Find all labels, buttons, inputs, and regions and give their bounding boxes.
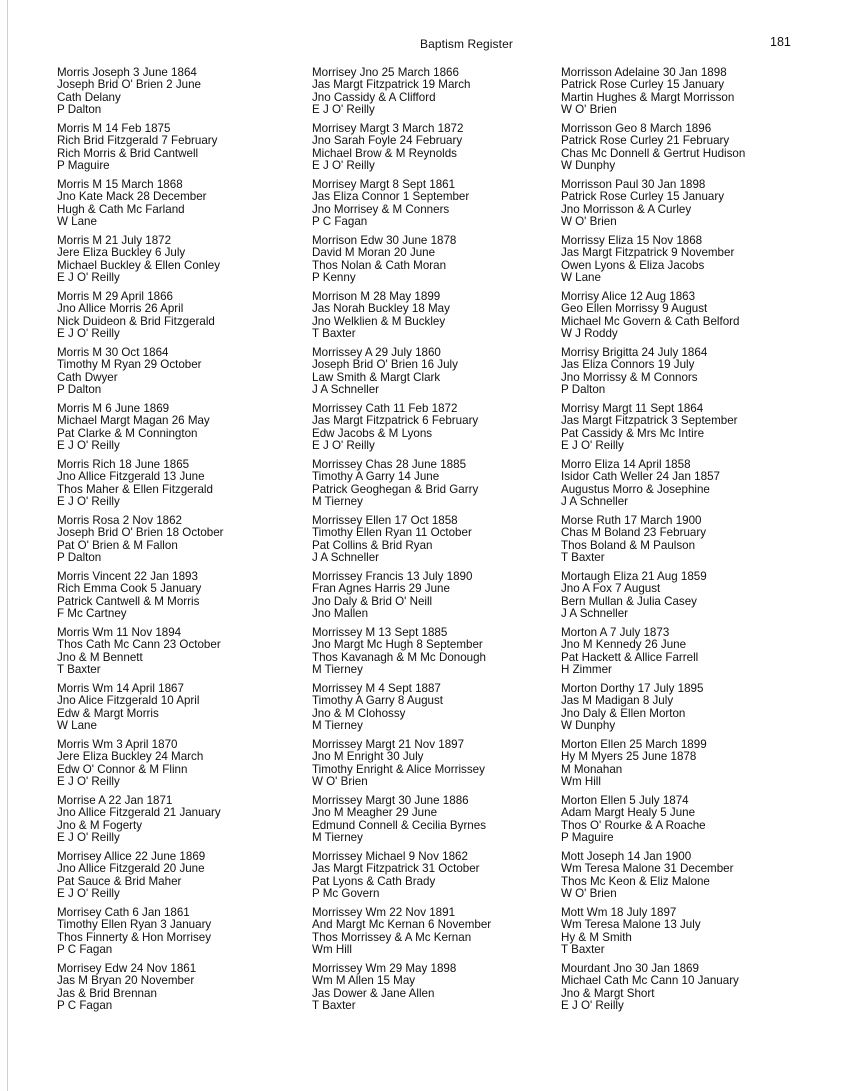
register-entry <box>561 459 806 515</box>
entry-child-name-date: Morris M 21 July 1872 <box>57 235 172 247</box>
entry-officiant: W Lane <box>561 271 601 284</box>
entry-parents-birth: Jno M Kennedy 26 June <box>561 639 687 652</box>
register-entry <box>57 235 302 291</box>
register-entry <box>57 795 302 851</box>
register-entry <box>561 851 806 907</box>
entry-sponsors: Thos Kavanagh & M Mc Donough <box>312 651 487 664</box>
entry-child-name-date: Morrison Edw 30 June 1878 <box>312 235 457 247</box>
entry-child-name-date: Morris Wm 14 April 1867 <box>57 683 184 695</box>
entry-parents-birth: Jere Eliza Buckley 6 July <box>57 247 186 260</box>
entry-parents-birth: Jno Allice Fitzgerald 21 January <box>57 807 221 820</box>
entry-child-name-date: Morrise A 22 Jan 1871 <box>57 795 173 807</box>
entry-sponsors: Patrick Geoghegan & Brid Garry <box>312 483 479 496</box>
entry-officiant: E J O' Reilly <box>561 999 624 1012</box>
entry-child-name-date: Morse Ruth 17 March 1900 <box>561 515 702 527</box>
entry-parents-birth: Wm M Allen 15 May <box>312 975 416 988</box>
entry-officiant: E J O' Reilly <box>57 439 120 452</box>
entry-child-name-date: Morrisson Geo 8 March 1896 <box>561 123 712 135</box>
entry-parents-birth: Jno Alice Fitzgerald 10 April <box>57 695 200 708</box>
register-entry <box>57 515 302 571</box>
entry-officiant: W O' Brien <box>561 103 617 116</box>
entry-child-name-date: Morrissey Margt 21 Nov 1897 <box>312 739 465 751</box>
entry-parents-birth: Jas Margt Fitzpatrick 31 October <box>312 863 480 876</box>
entry-child-name-date: Morrissey Wm 29 May 1898 <box>312 963 457 975</box>
register-entry <box>561 235 806 291</box>
entry-sponsors: Jno Daly & Brid O' Neill <box>312 595 433 608</box>
entry-sponsors: Cath Dwyer <box>57 371 118 384</box>
entry-parents-birth: Rich Brid Fitzgerald 7 February <box>57 135 218 148</box>
entry-sponsors: Rich Morris & Brid Cantwell <box>57 147 199 160</box>
entry-child-name-date: Morrissey Michael 9 Nov 1862 <box>312 851 468 863</box>
register-entry <box>57 403 302 459</box>
entry-sponsors: Law Smith & Margt Clark <box>312 371 441 384</box>
entry-child-name-date: Morrisson Paul 30 Jan 1898 <box>561 179 706 191</box>
entry-child-name-date: Morris Joseph 3 June 1864 <box>57 67 197 79</box>
entry-sponsors: Michael Buckley & Ellen Conley <box>57 259 221 272</box>
entry-sponsors: Hugh & Cath Mc Farland <box>57 203 185 216</box>
entry-sponsors: Pat Collins & Brid Ryan <box>312 539 433 552</box>
entry-officiant: Wm Hill <box>312 943 352 956</box>
register-entry <box>561 907 806 963</box>
register-entry <box>57 851 302 907</box>
entry-sponsors: Edw O' Connor & M Flinn <box>57 763 188 776</box>
entry-parents-birth: Jas Margt Fitzpatrick 6 February <box>312 415 479 428</box>
entry-sponsors: Martin Hughes & Margt Morrisson <box>561 91 735 104</box>
entry-parents-birth: Jno Sarah Foyle 24 February <box>312 135 463 148</box>
entry-child-name-date: Morrisy Margt 11 Sept 1864 <box>561 403 704 415</box>
register-entry <box>312 963 557 1019</box>
entry-parents-birth: Wm Teresa Malone 31 December <box>561 863 734 876</box>
entry-child-name-date: Morrissey M 13 Sept 1885 <box>312 627 448 639</box>
entry-child-name-date: Morris Rosa 2 Nov 1862 <box>57 515 183 527</box>
entry-officiant: E J O' Reilly <box>57 271 120 284</box>
entry-child-name-date: Mott Wm 18 July 1897 <box>561 907 677 919</box>
entry-child-name-date: Morris Wm 11 Nov 1894 <box>57 627 182 639</box>
entry-parents-birth: Fran Agnes Harris 29 June <box>312 583 450 596</box>
entry-sponsors: Thos Mc Keon & Eliz Malone <box>561 875 710 888</box>
entry-sponsors: Jno & Margt Short <box>561 987 655 1000</box>
register-entry <box>561 403 806 459</box>
entry-sponsors: Michael Brow & M Reynolds <box>312 147 457 160</box>
register-entry <box>312 851 557 907</box>
entry-parents-birth: Jno M Meagher 29 June <box>312 807 438 820</box>
entry-parents-birth: Jas Eliza Connor 1 September <box>312 191 470 204</box>
entry-child-name-date: Morris M 30 Oct 1864 <box>57 347 169 359</box>
entry-officiant: P C Fagan <box>57 999 113 1012</box>
entry-sponsors: Cath Delany <box>57 91 121 104</box>
register-entry <box>312 907 557 963</box>
entry-child-name-date: Morris M 29 April 1866 <box>57 291 173 303</box>
entry-parents-birth: Jas Margt Fitzpatrick 3 September <box>561 415 738 428</box>
entry-sponsors: Thos Boland & M Paulson <box>561 539 696 552</box>
entry-sponsors: Owen Lyons & Eliza Jacobs <box>561 259 705 272</box>
entry-parents-birth: Timothy Ellen Ryan 3 January <box>57 919 212 932</box>
register-entry <box>312 571 557 627</box>
entry-sponsors: Augustus Morro & Josephine <box>561 483 710 496</box>
entry-sponsors: Pat Lyons & Cath Brady <box>312 875 436 888</box>
entry-parents-birth: Timothy A Garry 8 August <box>312 695 444 708</box>
entry-officiant: E J O' Reilly <box>312 103 375 116</box>
entry-parents-birth: Jas Eliza Connors 19 July <box>561 359 695 372</box>
register-entry <box>312 795 557 851</box>
entry-sponsors: Jno Cassidy & A Clifford <box>312 91 436 104</box>
register-entry <box>312 67 557 123</box>
entry-child-name-date: Morrisey Margt 3 March 1872 <box>312 123 464 135</box>
entry-child-name-date: Morrisy Brigitta 24 July 1864 <box>561 347 708 359</box>
entry-parents-birth: Timothy A Garry 14 June <box>312 471 440 484</box>
page-header <box>0 37 849 53</box>
entry-officiant: H Zimmer <box>561 663 612 676</box>
entry-sponsors: Timothy Enright & Alice Morrissey <box>312 763 485 776</box>
entry-officiant: J A Schneller <box>312 383 380 396</box>
register-entry <box>57 123 302 179</box>
entry-officiant: W O' Brien <box>561 215 617 228</box>
entry-officiant: F Mc Cartney <box>57 607 127 620</box>
entry-child-name-date: Morris M 15 March 1868 <box>57 179 183 191</box>
entry-sponsors: Jno Morrisey & M Conners <box>312 203 450 216</box>
register-entry <box>57 459 302 515</box>
register-entry <box>57 67 302 123</box>
entry-parents-birth: Jno Allice Fitzgerald 13 June <box>57 471 205 484</box>
entry-parents-birth: Michael Margt Magan 26 May <box>57 415 210 428</box>
entry-officiant: M Tierney <box>312 719 363 732</box>
entry-child-name-date: Morrisey Allice 22 June 1869 <box>57 851 206 863</box>
entry-officiant: W Dunphy <box>561 159 616 172</box>
entry-parents-birth: Jno Allice Fitzgerald 20 June <box>57 863 205 876</box>
entry-parents-birth: Isidor Cath Weller 24 Jan 1857 <box>561 471 720 484</box>
entry-sponsors: Thos Finnerty & Hon Morrisey <box>57 931 211 944</box>
entry-officiant: E J O' Reilly <box>57 327 120 340</box>
entry-officiant: E J O' Reilly <box>561 439 624 452</box>
entry-sponsors: Jno & M Fogerty <box>57 819 143 832</box>
entry-parents-birth: David M Moran 20 June <box>312 247 436 260</box>
register-entry <box>312 459 557 515</box>
entry-officiant: W O' Brien <box>312 775 368 788</box>
register-entry <box>57 179 302 235</box>
entry-officiant: P Dalton <box>57 383 102 396</box>
register-entry <box>561 627 806 683</box>
entry-sponsors: Pat Cassidy & Mrs Mc Intire <box>561 427 705 440</box>
register-entry <box>561 571 806 627</box>
entry-child-name-date: Morrissey Chas 28 June 1885 <box>312 459 467 471</box>
entry-parents-birth: Jas Margt Fitzpatrick 9 November <box>561 247 735 260</box>
register-column-3 <box>561 67 806 1019</box>
entry-parents-birth: Joseph Brid O' Brien 2 June <box>57 79 201 92</box>
entry-child-name-date: Morris Wm 3 April 1870 <box>57 739 178 751</box>
entry-officiant: E J O' Reilly <box>57 775 120 788</box>
entry-child-name-date: Morrissey Ellen 17 Oct 1858 <box>312 515 458 527</box>
entry-parents-birth: Wm Teresa Malone 13 July <box>561 919 701 932</box>
entry-parents-birth: Jas Norah Buckley 18 May <box>312 303 450 316</box>
entry-parents-birth: Timothy Ellen Ryan 11 October <box>312 527 472 540</box>
register-entry <box>57 627 302 683</box>
entry-officiant: J A Schneller <box>561 607 629 620</box>
entry-sponsors: M Monahan <box>561 763 623 776</box>
entry-child-name-date: Morton Ellen 25 March 1899 <box>561 739 707 751</box>
entry-officiant: W Lane <box>57 719 97 732</box>
entry-officiant: J A Schneller <box>561 495 629 508</box>
entry-sponsors: Patrick Cantwell & M Morris <box>57 595 200 608</box>
entry-officiant: P Kenny <box>312 271 356 284</box>
register-entry <box>561 179 806 235</box>
entry-sponsors: Chas Mc Donnell & Gertrut Hudison <box>561 147 746 160</box>
entry-child-name-date: Mortaugh Eliza 21 Aug 1859 <box>561 571 707 583</box>
register-entry <box>57 963 302 1019</box>
entry-officiant: E J O' Reilly <box>57 495 120 508</box>
entry-parents-birth: Patrick Rose Curley 15 January <box>561 79 725 92</box>
entry-parents-birth: Chas M Boland 23 February <box>561 527 706 540</box>
entry-child-name-date: Morrissey Cath 11 Feb 1872 <box>312 403 458 415</box>
entry-parents-birth: Patrick Rose Curley 21 February <box>561 135 730 148</box>
entry-officiant: E J O' Reilly <box>312 439 375 452</box>
entry-officiant: W O' Brien <box>561 887 617 900</box>
entry-sponsors: Pat O' Brien & M Fallon <box>57 539 178 552</box>
entry-officiant: M Tierney <box>312 831 363 844</box>
register-entry <box>561 795 806 851</box>
entry-sponsors: Pat Clarke & M Connington <box>57 427 198 440</box>
register-entry <box>561 515 806 571</box>
register-entry <box>312 235 557 291</box>
entry-parents-birth: Timothy M Ryan 29 October <box>57 359 202 372</box>
entry-officiant: E J O' Reilly <box>312 159 375 172</box>
register-entry <box>561 739 806 795</box>
register-entry <box>312 179 557 235</box>
entry-parents-birth: Joseph Brid O' Brien 18 October <box>57 527 224 540</box>
entry-parents-birth: Jno M Enright 30 July <box>312 751 424 764</box>
entry-officiant: P Dalton <box>57 551 102 564</box>
entry-sponsors: Jno Daly & Ellen Morton <box>561 707 686 720</box>
entry-child-name-date: Morrissey Francis 13 July 1890 <box>312 571 473 583</box>
entry-parents-birth: Patrick Rose Curley 15 January <box>561 191 725 204</box>
entry-child-name-date: Morrisson Adelaine 30 Jan 1898 <box>561 67 727 79</box>
entry-sponsors: Bern Mullan & Julia Casey <box>561 595 697 608</box>
entry-officiant: M Tierney <box>312 495 363 508</box>
register-entry <box>57 907 302 963</box>
entry-sponsors: Jno Morrissy & M Connors <box>561 371 698 384</box>
entry-officiant: T Baxter <box>57 663 101 676</box>
entry-child-name-date: Mourdant Jno 30 Jan 1869 <box>561 963 699 975</box>
register-column-1 <box>57 67 302 1019</box>
entry-sponsors: Thos Maher & Ellen Fitzgerald <box>57 483 213 496</box>
entry-officiant: T Baxter <box>561 943 605 956</box>
entry-officiant: P Maguire <box>57 159 110 172</box>
register-entry <box>312 683 557 739</box>
entry-child-name-date: Morris Rich 18 June 1865 <box>57 459 190 471</box>
entry-officiant: Jno Mallen <box>312 607 369 620</box>
entry-parents-birth: Adam Margt Healy 5 June <box>561 807 696 820</box>
register-entry <box>57 347 302 403</box>
entry-child-name-date: Morris M 14 Feb 1875 <box>57 123 171 135</box>
entry-officiant: P Maguire <box>561 831 614 844</box>
entry-child-name-date: Morrisy Alice 12 Aug 1863 <box>561 291 696 303</box>
register-entry <box>312 627 557 683</box>
entry-sponsors: Thos Nolan & Cath Moran <box>312 259 447 272</box>
entry-sponsors: Pat Hackett & Allice Farrell <box>561 651 699 664</box>
entry-officiant: Wm Hill <box>561 775 601 788</box>
entry-sponsors: Edmund Connell & Cecilia Byrnes <box>312 819 486 832</box>
register-entry <box>561 347 806 403</box>
entry-parents-birth: Thos Cath Mc Cann 23 October <box>57 639 221 652</box>
entry-parents-birth: Jas M Madigan 8 July <box>561 695 674 708</box>
register-entry <box>312 515 557 571</box>
entry-parents-birth: Geo Ellen Morrissy 9 August <box>561 303 708 316</box>
entry-parents-birth: Jas Margt Fitzpatrick 19 March <box>312 79 471 92</box>
entry-child-name-date: Morrissey A 29 July 1860 <box>312 347 441 359</box>
entry-child-name-date: Morris Vincent 22 Jan 1893 <box>57 571 198 583</box>
entry-parents-birth: Jere Eliza Buckley 24 March <box>57 751 204 764</box>
register-entry <box>312 739 557 795</box>
page-edge-rule <box>7 0 8 1091</box>
register-column-2 <box>312 67 557 1019</box>
register-entry <box>561 963 806 1019</box>
entry-child-name-date: Morrisey Edw 24 Nov 1861 <box>57 963 197 975</box>
entry-parents-birth: Jas M Bryan 20 November <box>57 975 195 988</box>
entry-child-name-date: Morris M 6 June 1869 <box>57 403 170 415</box>
entry-officiant: W J Roddy <box>561 327 618 340</box>
register-entry <box>57 739 302 795</box>
entry-parents-birth: Rich Emma Cook 5 January <box>57 583 202 596</box>
register-entry <box>561 67 806 123</box>
entry-officiant: T Baxter <box>312 327 356 340</box>
entry-child-name-date: Morrisey Margt 8 Sept 1861 <box>312 179 456 191</box>
entry-sponsors: Edw & Margt Morris <box>57 707 159 720</box>
entry-officiant: W Lane <box>57 215 97 228</box>
entry-officiant: T Baxter <box>312 999 356 1012</box>
entry-child-name-date: Morrissey Wm 22 Nov 1891 <box>312 907 456 919</box>
entry-child-name-date: Morrison M 28 May 1899 <box>312 291 441 303</box>
register-entry <box>312 123 557 179</box>
entry-parents-birth: Jno Margt Mc Hugh 8 September <box>312 639 483 652</box>
entry-parents-birth: And Margt Mc Kernan 6 November <box>312 919 492 932</box>
entry-parents-birth: Joseph Brid O' Brien 16 July <box>312 359 458 372</box>
entry-parents-birth: Jno A Fox 7 August <box>561 583 661 596</box>
entry-officiant: P Dalton <box>57 103 102 116</box>
entry-parents-birth: Jno Kate Mack 28 December <box>57 191 207 204</box>
register-entry <box>57 683 302 739</box>
register-entry <box>57 291 302 347</box>
entry-officiant: P Mc Govern <box>312 887 380 900</box>
register-entry <box>561 291 806 347</box>
entry-sponsors: Nick Duideon & Brid Fitzgerald <box>57 315 215 328</box>
entry-officiant: W Dunphy <box>561 719 616 732</box>
entry-officiant: P C Fagan <box>312 215 368 228</box>
entry-sponsors: Jno Morrisson & A Curley <box>561 203 692 216</box>
entry-child-name-date: Morton A 7 July 1873 <box>561 627 670 639</box>
entry-sponsors: Jno & M Bennett <box>57 651 143 664</box>
register-entry <box>561 123 806 179</box>
entry-officiant: E J O' Reilly <box>57 831 120 844</box>
entry-child-name-date: Morrisey Jno 25 March 1866 <box>312 67 459 79</box>
entry-sponsors: Thos O' Rourke & A Roache <box>561 819 706 832</box>
register-entry <box>561 683 806 739</box>
entry-child-name-date: Morrisey Cath 6 Jan 1861 <box>57 907 190 919</box>
entry-officiant: E J O' Reilly <box>57 887 120 900</box>
entry-sponsors: Thos Morrissey & A Mc Kernan <box>312 931 472 944</box>
entry-child-name-date: Mott Joseph 14 Jan 1900 <box>561 851 692 863</box>
entry-officiant: J A Schneller <box>312 551 380 564</box>
entry-officiant: P C Fagan <box>57 943 113 956</box>
entry-sponsors: Pat Sauce & Brid Maher <box>57 875 182 888</box>
entry-sponsors: Edw Jacobs & M Lyons <box>312 427 433 440</box>
register-entry <box>312 403 557 459</box>
entry-child-name-date: Morro Eliza 14 April 1858 <box>561 459 691 471</box>
entry-sponsors: Jno & M Clohossy <box>312 707 406 720</box>
register-entry <box>312 347 557 403</box>
entry-sponsors: Jno Welklien & M Buckley <box>312 315 446 328</box>
page-title: Baptism Register <box>420 37 513 51</box>
entry-officiant: T Baxter <box>561 551 605 564</box>
entry-officiant: M Tierney <box>312 663 363 676</box>
entry-sponsors: Jas & Brid Brennan <box>57 987 157 1000</box>
entry-child-name-date: Morrissey Margt 30 June 1886 <box>312 795 469 807</box>
entry-sponsors: Michael Mc Govern & Cath Belford <box>561 315 740 328</box>
entry-parents-birth: Jno Allice Morris 26 April <box>57 303 184 316</box>
entry-child-name-date: Morton Ellen 5 July 1874 <box>561 795 689 807</box>
entry-sponsors: Hy & M Smith <box>561 931 632 944</box>
register-entry <box>312 291 557 347</box>
entry-officiant: P Dalton <box>561 383 606 396</box>
entry-child-name-date: Morton Dorthy 17 July 1895 <box>561 683 704 695</box>
entry-parents-birth: Michael Cath Mc Cann 10 January <box>561 975 739 988</box>
entry-sponsors: Jas Dower & Jane Allen <box>312 987 435 1000</box>
page-number: 181 <box>770 35 791 49</box>
entry-child-name-date: Morrissy Eliza 15 Nov 1868 <box>561 235 703 247</box>
register-entry <box>57 571 302 627</box>
entry-parents-birth: Hy M Myers 25 June 1878 <box>561 751 697 764</box>
entry-child-name-date: Morrissey M 4 Sept 1887 <box>312 683 441 695</box>
